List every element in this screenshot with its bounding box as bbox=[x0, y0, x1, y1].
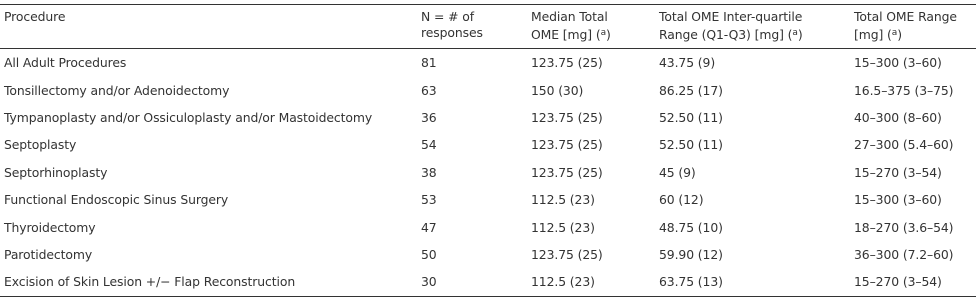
header-range-line2: [mg] ( bbox=[854, 27, 892, 42]
header-iqr-line2: Range (Q1-Q3) [mg] ( bbox=[659, 27, 793, 42]
header-row bbox=[0, 5, 976, 49]
table-body bbox=[0, 49, 976, 297]
cell-range: 15–300 (3–60) bbox=[854, 192, 942, 208]
header-range-close: ) bbox=[897, 27, 902, 42]
cell-iqr: 52.50 (11) bbox=[659, 109, 723, 125]
header-range-line1: Total OME Range bbox=[854, 9, 957, 24]
cell-median: 123.75 (25) bbox=[531, 55, 603, 71]
cell-n: 30 bbox=[421, 274, 437, 290]
table-row bbox=[0, 159, 976, 186]
cell-iqr: 43.75 (9) bbox=[659, 55, 716, 71]
cell-procedure: Septoplasty bbox=[4, 137, 77, 153]
cell-iqr: 86.25 (17) bbox=[659, 82, 723, 98]
ome-table bbox=[0, 4, 976, 297]
cell-range: 15–270 (3–54) bbox=[854, 274, 942, 290]
header-iqr bbox=[655, 5, 850, 49]
cell-n: 54 bbox=[421, 137, 437, 153]
header-iqr-line1: Total OME Inter-quartile bbox=[659, 9, 803, 24]
table-header bbox=[0, 5, 976, 49]
cell-n: 53 bbox=[421, 192, 437, 208]
cell-n: 47 bbox=[421, 219, 437, 235]
header-iqr-footnote: a bbox=[792, 28, 798, 38]
header-n-line2: responses bbox=[421, 25, 483, 40]
cell-procedure: All Adult Procedures bbox=[4, 55, 127, 71]
header-n-line1: N = # of bbox=[421, 9, 474, 24]
header-median-line1: Median Total bbox=[531, 9, 608, 24]
header-range-footnote: a bbox=[891, 28, 898, 38]
header-median-line2: OME [mg] ( bbox=[531, 27, 601, 42]
cell-median: 150 (30) bbox=[531, 82, 584, 98]
cell-iqr: 59.90 (12) bbox=[659, 246, 723, 262]
cell-range: 15–300 (3–60) bbox=[854, 55, 942, 71]
table-row bbox=[0, 49, 976, 77]
cell-median: 112.5 (23) bbox=[531, 192, 595, 208]
cell-median: 123.75 (25) bbox=[531, 109, 603, 125]
table-row bbox=[0, 241, 976, 268]
cell-range: 18–270 (3.6–54) bbox=[854, 219, 954, 235]
cell-n: 50 bbox=[421, 246, 437, 262]
cell-n: 38 bbox=[421, 164, 437, 180]
cell-median: 123.75 (25) bbox=[531, 137, 603, 153]
table-row bbox=[0, 104, 976, 131]
cell-median: 112.5 (23) bbox=[531, 274, 595, 290]
cell-procedure: Tonsillectomy and/or Adenoidectomy bbox=[4, 82, 230, 98]
header-median bbox=[527, 5, 655, 49]
table-row bbox=[0, 76, 976, 103]
cell-range: 15–270 (3–54) bbox=[854, 164, 942, 180]
table-row bbox=[0, 131, 976, 158]
cell-range: 27–300 (5.4–60) bbox=[854, 137, 954, 153]
cell-procedure: Excision of Skin Lesion +/− Flap Reconstruction bbox=[4, 274, 296, 290]
cell-n: 36 bbox=[421, 109, 437, 125]
cell-iqr: 45 (9) bbox=[659, 164, 696, 180]
cell-procedure: Septorhinoplasty bbox=[4, 164, 108, 180]
cell-iqr: 52.50 (11) bbox=[659, 137, 723, 153]
cell-range: 16.5–375 (3–75) bbox=[854, 82, 954, 98]
cell-range: 36–300 (7.2–60) bbox=[854, 246, 954, 262]
header-median-close: ) bbox=[606, 27, 611, 42]
header-range bbox=[850, 5, 976, 49]
cell-median: 112.5 (23) bbox=[531, 219, 595, 235]
cell-iqr: 60 (12) bbox=[659, 192, 704, 208]
cell-procedure: Parotidectomy bbox=[4, 246, 93, 262]
header-procedure bbox=[0, 5, 417, 49]
header-iqr-close: ) bbox=[797, 27, 803, 42]
cell-procedure: Thyroidectomy bbox=[4, 219, 96, 235]
cell-range: 40–300 (8–60) bbox=[854, 109, 942, 125]
header-procedure-label: Procedure bbox=[4, 9, 66, 24]
table-row bbox=[0, 268, 976, 296]
table-row bbox=[0, 213, 976, 240]
cell-procedure: Tympanoplasty and/or Ossiculoplasty and/or Mastoidectomy bbox=[4, 109, 373, 125]
cell-n: 81 bbox=[421, 55, 437, 71]
table-row bbox=[0, 186, 976, 213]
header-median-footnote: a bbox=[600, 28, 607, 38]
cell-n: 63 bbox=[421, 82, 437, 98]
cell-procedure: Functional Endoscopic Sinus Surgery bbox=[4, 192, 229, 208]
cell-iqr: 48.75 (10) bbox=[659, 219, 723, 235]
cell-median: 123.75 (25) bbox=[531, 246, 603, 262]
header-n bbox=[417, 5, 527, 49]
cell-median: 123.75 (25) bbox=[531, 164, 603, 180]
cell-iqr: 63.75 (13) bbox=[659, 274, 723, 290]
